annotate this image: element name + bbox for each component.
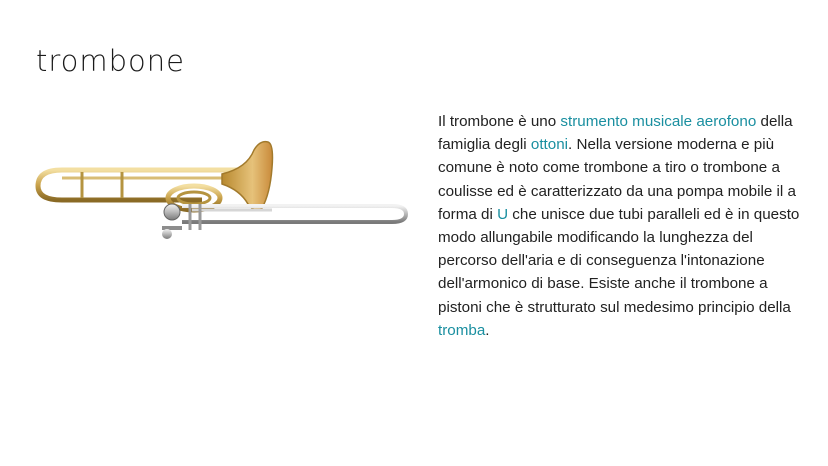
paragraph-text: della famiglia degli xyxy=(438,113,793,154)
paragraph-text: che unisce due tubi paralleli ed è in questo modo allungabile modificando la lunghezza del percorso dell'aria e di conseguenza l'intonazione dell'armonico di base. Esiste anche il trombone a pistoni che è strutturato sul medesimo principio della xyxy=(438,205,800,316)
inline-link[interactable]: U xyxy=(497,205,509,223)
paragraph-text: Il trombone è uno xyxy=(438,113,561,130)
paragraph-text: . Nella versione moderna e più comune è noto come trombone a tiro o trombone a coulisse ed è caratterizzato da una pompa mobile il a forma di xyxy=(438,136,796,223)
inline-link[interactable]: ottoni xyxy=(530,136,569,154)
trombone-image xyxy=(22,138,412,248)
inline-link[interactable]: strumento musicale aerofono xyxy=(560,113,757,130)
slide-title: trombone xyxy=(36,44,186,78)
trombone-icon xyxy=(22,138,412,248)
description-paragraph xyxy=(438,110,808,342)
inline-link[interactable]: tromba xyxy=(438,321,486,339)
paragraph-text: . xyxy=(485,321,490,339)
